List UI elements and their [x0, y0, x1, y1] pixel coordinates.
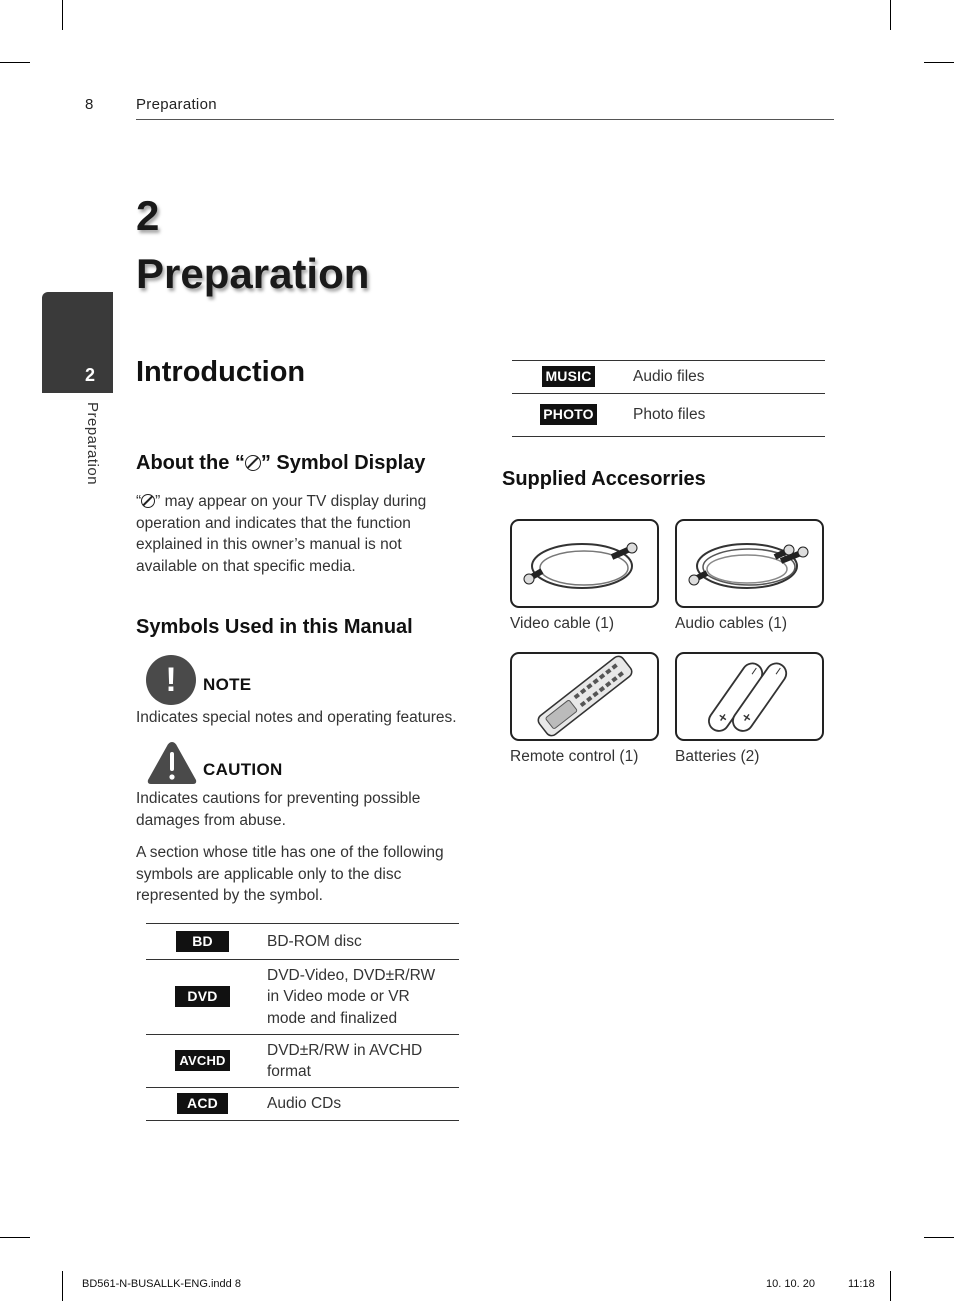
running-header: Preparation [136, 96, 217, 113]
crop-mark [924, 1237, 954, 1238]
crop-mark [0, 62, 30, 63]
note-text: Indicates special notes and operating features. [136, 709, 457, 726]
exclamation-icon: ! [146, 655, 196, 705]
table-row [146, 924, 459, 960]
disc-badge: DVD [175, 986, 229, 1007]
remote-control-image [510, 652, 659, 741]
svg-text:+: + [714, 709, 732, 726]
disc-badge: AVCHD [175, 1050, 229, 1071]
table-row [512, 361, 825, 394]
video-cable-image [510, 519, 659, 608]
svg-text:+: + [738, 709, 756, 726]
table-row [146, 1088, 459, 1121]
about-symbol-heading [136, 452, 425, 475]
disc-description: DVD-Video, DVD±R/RW in Video mode or VR mode and finalized [259, 960, 459, 1035]
crop-mark [0, 1237, 30, 1238]
about-symbol-paragraph [136, 491, 446, 577]
prohibited-icon [141, 494, 155, 508]
footer-time: 11:18 [848, 1278, 875, 1290]
accessory-caption: Video cable (1) [510, 615, 614, 632]
chapter-number: 2 [136, 192, 160, 239]
accessory-caption: Audio cables (1) [675, 615, 788, 632]
disc-symbol-intro: A section whose title has one of the following symbols are applicable only to the disc represented by the symbol. [136, 844, 444, 904]
disc-description: DVD±R/RW in AVCHD format [259, 1035, 459, 1088]
section-heading-introduction: Introduction [136, 356, 306, 388]
crop-mark [62, 0, 63, 30]
crop-mark [890, 1271, 891, 1301]
disc-symbol-table [146, 923, 459, 1121]
crop-mark [890, 0, 891, 30]
para-quote-open: “ [136, 493, 142, 510]
batteries-image [675, 652, 824, 741]
crop-mark [62, 1271, 63, 1301]
chapter-tab [42, 292, 113, 393]
crop-mark [924, 62, 954, 63]
warning-triangle-icon [146, 740, 198, 786]
header-rule [136, 119, 834, 120]
accessories-heading: Supplied Accesorries [502, 468, 706, 490]
prohibited-icon [245, 455, 261, 471]
table-row [146, 960, 459, 1035]
svg-text:−: − [745, 662, 763, 680]
symbols-heading: Symbols Used in this Manual [136, 616, 413, 638]
audio-cables-image [675, 519, 824, 608]
para-text: ” may appear on your TV display during operation and indicates that the function explained in this owner’s manual is not available on that specific media. [136, 493, 427, 575]
table-row [146, 1035, 459, 1088]
accessory-caption: Batteries (2) [675, 748, 760, 765]
file-badge: PHOTO [540, 404, 597, 425]
page-number: 8 [85, 96, 94, 113]
svg-text:−: − [769, 662, 787, 680]
disc-description: BD-ROM disc [259, 924, 459, 960]
file-description: Photo files [625, 394, 825, 437]
chapter-tab-number: 2 [85, 365, 96, 385]
heading-text-start: About the “ [136, 452, 245, 474]
heading-text-end: ” Symbol Display [260, 452, 426, 474]
accessory-caption: Remote control (1) [510, 748, 639, 765]
chapter-title: Preparation [136, 250, 370, 297]
disc-badge: BD [176, 931, 229, 952]
chapter-tab-label: Preparation [84, 402, 101, 486]
disc-badge: ACD [177, 1093, 228, 1114]
caution-label: CAUTION [203, 760, 283, 779]
file-description: Audio files [625, 361, 825, 394]
table-row [512, 394, 825, 437]
disc-description: Audio CDs [259, 1088, 459, 1121]
file-badge: MUSIC [542, 366, 594, 387]
caution-text: Indicates cautions for preventing possible damages from abuse. [136, 790, 421, 829]
footer-filename: BD561-N-BUSALLK-ENG.indd 8 [82, 1278, 241, 1290]
note-label: NOTE [203, 675, 252, 694]
file-symbol-table [512, 360, 825, 437]
footer-date: 10. 10. 20 [766, 1278, 815, 1290]
